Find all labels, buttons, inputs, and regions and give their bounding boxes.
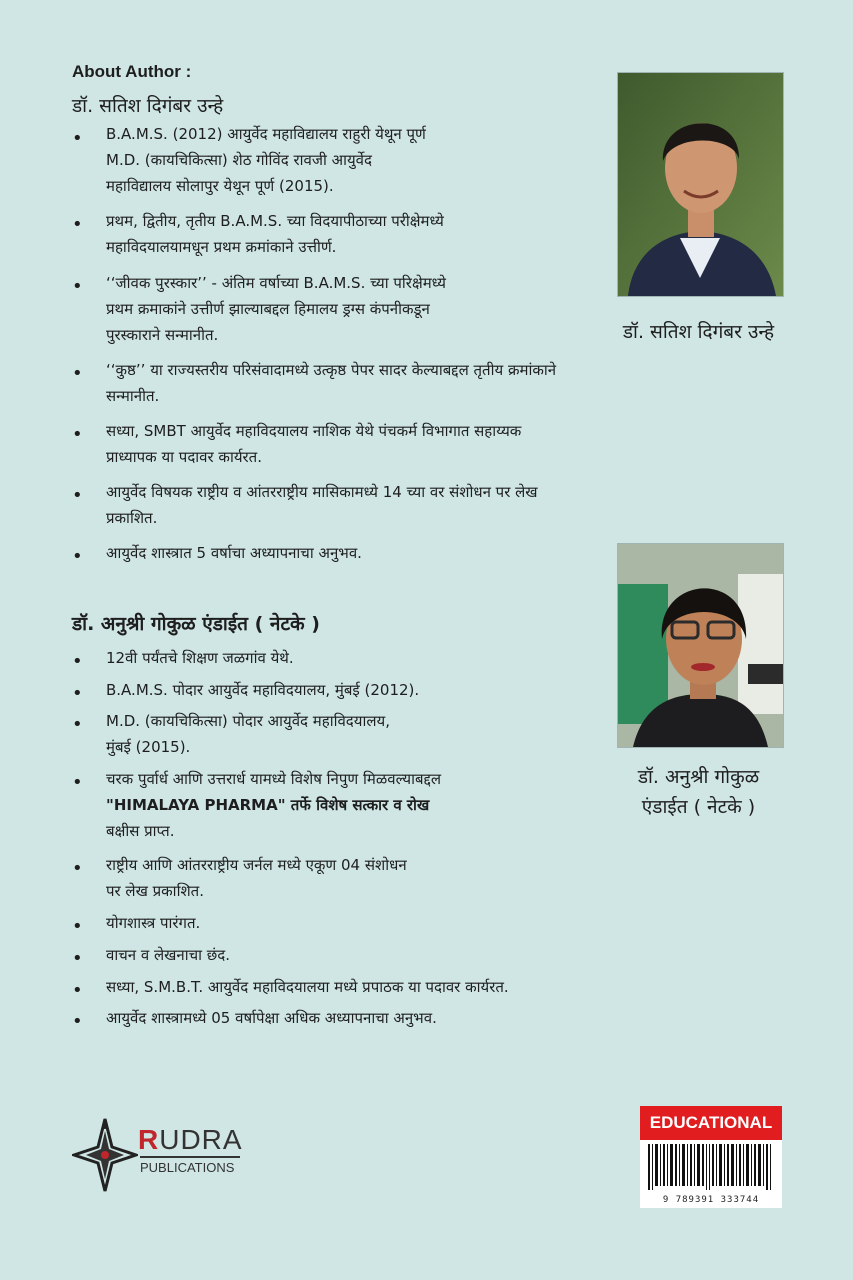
author2-item-5: राष्ट्रीय आणि आंतरराष्ट्रीय जर्नल मध्ये एकूण 04 संशोधन पर लेख प्रकाशित. xyxy=(106,856,407,900)
author1-photo-caption: डॉ. सतिश दिगंबर उन्हे xyxy=(622,321,775,343)
bullet-icon: • xyxy=(72,214,83,235)
barcode-icon xyxy=(648,1144,774,1190)
author2-item-9: आयुर्वेद शास्त्रामध्ये 05 वर्षापेक्षा अधिक अध्यापनाचा अनुभव. xyxy=(106,1009,437,1027)
bullet-icon: • xyxy=(72,546,83,567)
publisher-subtitle: PUBLICATIONS xyxy=(140,1160,235,1175)
author1-item-2: प्रथम, द्वितीय, तृतीय B.A.M.S. च्या विदयापीठाच्या परीक्षेमध्ये महाविदयालयामधून प्रथम क्रमांकाने उत्तीर्ण. xyxy=(106,212,444,256)
bullet-icon: • xyxy=(72,948,83,969)
author2-item-3: M.D. (कायचिकित्सा) पोदार आयुर्वेद महाविदयालय, मुंबई (2015). xyxy=(106,712,390,756)
author1-item-7: आयुर्वेद शास्त्रात 5 वर्षाचा अध्यापनाचा अनुभव. xyxy=(106,544,362,562)
author1-item-5: सध्या, SMBT आयुर्वेद महाविदयालय नाशिक येथे पंचकर्म विभागात सहाय्यक प्राध्यापक या पदावर कार्यरत. xyxy=(106,422,522,466)
author1-item-6: आयुर्वेद विषयक राष्ट्रीय व आंतरराष्ट्रीय मासिकामध्ये 14 च्या वर संशोधन पर लेख प्रकाशित. xyxy=(106,483,538,527)
author2-photo-caption: डॉ. अनुश्री गोकुळ एंडाईत ( नेटके ) xyxy=(637,766,760,818)
trident-star-icon xyxy=(72,1117,138,1193)
bullet-icon: • xyxy=(72,772,83,793)
isbn-barcode xyxy=(640,1140,782,1208)
bullet-icon: • xyxy=(72,485,83,506)
bullet-icon: • xyxy=(72,858,83,879)
isbn-number: 9 789391 333744 xyxy=(662,1195,760,1205)
author1-item-4: ‘‘कुष्ठ’’ या राज्यस्तरीय परिसंवादामध्ये उत्कृष्ठ पेपर सादर केल्याबद्दल तृतीय क्रमांकाने सन्मानीत. xyxy=(106,361,557,405)
author2-item-6: योगशास्त्र पारंगत. xyxy=(106,914,201,932)
author1-photo xyxy=(617,72,784,297)
author2-name: डॉ. अनुश्री गोकुळ एंडाईत ( नेटके ) xyxy=(72,613,320,635)
bullet-icon: • xyxy=(72,651,83,672)
educational-badge: EDUCATIONAL xyxy=(640,1106,782,1140)
bullet-icon: • xyxy=(72,980,83,1001)
bullet-icon: • xyxy=(72,916,83,937)
author2-item-2: B.A.M.S. पोदार आयुर्वेद महाविदयालय, मुंबई (2012). xyxy=(106,681,420,699)
author2-item-4: चरक पुर्वार्ध आणि उत्तरार्ध यामध्ये विशेष निपुण मिळवल्याबद्दल "HIMALAYA PHARMA" तर्फे विशेष सत्कार व रोख बक्षीस प्राप्त. xyxy=(106,770,442,840)
bullet-icon: • xyxy=(72,128,83,149)
bullet-icon: • xyxy=(72,683,83,704)
author2-photo xyxy=(617,543,784,748)
author2-item-8: सध्या, S.M.B.T. आयुर्वेद महाविदयालया मध्ये प्रपाठक या पदावर कार्यरत. xyxy=(106,978,509,996)
bullet-icon: • xyxy=(72,363,83,384)
bullet-icon: • xyxy=(72,1011,83,1032)
author2-item-7: वाचन व लेखनाचा छंद. xyxy=(106,946,231,964)
author1-item-3: ‘‘जीवक पुरस्कार’’ - अंतिम वर्षाच्या B.A.M.S. च्या परिक्षेमध्ये प्रथम क्रमाकांने उत्तीर्ण झाल्याबद्दल हिमालय ड्रग्स कंपनीकडून पुरस्काराने सन्मानीत. xyxy=(106,274,447,344)
author2-item-1: 12वी पर्यंतचे शिक्षण जळगांव येथे. xyxy=(106,649,294,667)
about-author-label: About Author : xyxy=(72,62,192,81)
author1-name: डॉ. सतिश दिगंबर उन्हे xyxy=(72,95,224,117)
bullet-icon: • xyxy=(72,714,83,735)
publisher-divider xyxy=(140,1156,240,1158)
publisher-name: RUDRA xyxy=(138,1124,243,1155)
author1-item-1: B.A.M.S. (2012) आयुर्वेद महाविद्यालय राहुरी येथून पूर्ण M.D. (कायचिकित्सा) शेठ गोविंद रावजी आयुर्वेद महाविद्यालय सोलापुर येथून पूर्ण (2015). xyxy=(106,125,426,195)
bullet-icon: • xyxy=(72,276,83,297)
bullet-icon: • xyxy=(72,424,83,445)
